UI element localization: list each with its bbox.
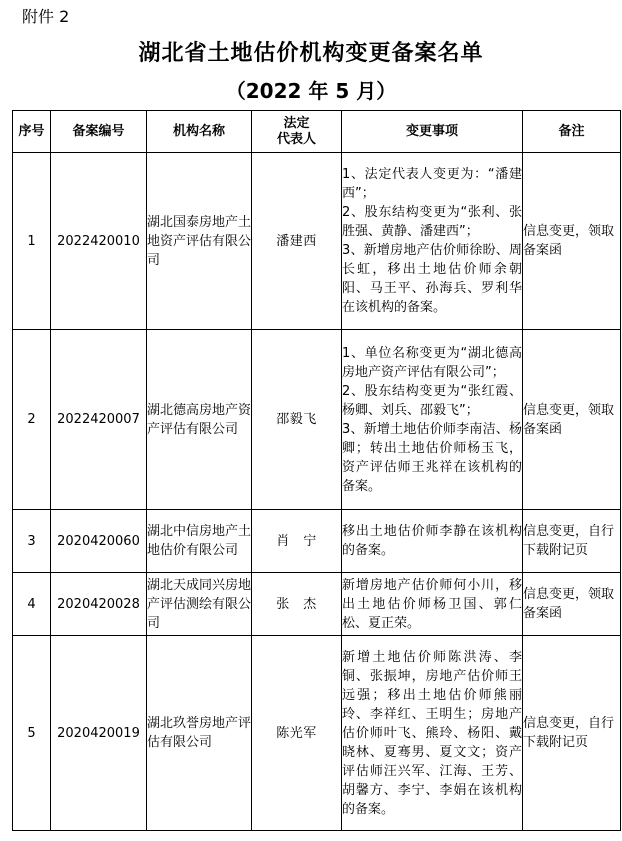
cell-seq: 3 — [13, 510, 51, 573]
cell-code: 2020420028 — [51, 573, 147, 636]
header-note: 备注 — [523, 111, 621, 153]
cell-rep: 邵毅飞 — [252, 330, 342, 510]
cell-code: 2020420060 — [51, 510, 147, 573]
cell-note: 信息变更，领取备案函 — [523, 573, 621, 636]
cell-changes — [342, 153, 523, 330]
cell-changes — [342, 510, 523, 573]
cell-note: 信息变更，自行下载附记页 — [523, 510, 621, 573]
change-item: 新增土地估价师陈洪涛、李铜、张振坤，房地产估价师王远强；移出土地估价师熊丽玲、李祥红、王明生；房地产估价师叶飞、熊玲、杨阳、戴晓林、夏骞男、夏文文；资产评估师汪兴军、江海、王芳、胡馨方、李宁、李娟在该机构的备案。 — [342, 649, 522, 817]
change-item: 新增房地产估价师何小川，移出土地估价师杨卫国、郭仁松、夏正荣。 — [342, 577, 522, 631]
header-seq: 序号 — [13, 111, 51, 153]
table-row — [13, 636, 621, 831]
cell-rep: 肖 宁 — [252, 510, 342, 573]
cell-note: 信息变更，自行下载附记页 — [523, 636, 621, 831]
change-item: 2、股东结构变更为“张利、张胜强、黄静、潘建西”； — [342, 205, 522, 239]
header-org: 机构名称 — [147, 111, 252, 153]
registration-change-table — [12, 110, 621, 831]
change-item: 3、新增土地估价师李南洁、杨卿；转出土地估价师杨玉飞，资产评估师王兆祥在该机构的备案。 — [342, 421, 522, 494]
cell-note: 信息变更，领取备案函 — [523, 153, 621, 330]
attachment-label: 附件 2 — [22, 7, 70, 26]
table-row — [13, 153, 621, 330]
cell-rep: 潘建西 — [252, 153, 342, 330]
cell-code: 2020420019 — [51, 636, 147, 831]
table-row — [13, 330, 621, 510]
cell-org: 湖北玖誉房地产评估有限公司 — [147, 636, 252, 831]
header-rep-line1: 法定 — [283, 115, 310, 131]
change-item: 2、股东结构变更为“张红霞、杨卿、刘兵、邵毅飞”； — [342, 383, 522, 418]
header-rep-line2: 代表人 — [276, 131, 316, 147]
cell-code: 2022420010 — [51, 153, 147, 330]
cell-changes — [342, 636, 523, 831]
change-item: 1、法定代表人变更为：“潘建西”； — [342, 167, 522, 201]
cell-org: 湖北中信房地产土地估价有限公司 — [147, 510, 252, 573]
cell-code: 2022420007 — [51, 330, 147, 510]
cell-changes — [342, 330, 523, 510]
document-title: 湖北省土地估价机构变更备案名单 — [138, 41, 484, 66]
table-header-row — [13, 111, 621, 153]
cell-seq: 1 — [13, 153, 51, 330]
header-code: 备案编号 — [51, 111, 147, 153]
cell-seq: 4 — [13, 573, 51, 636]
table-row — [13, 510, 621, 573]
change-item: 3、新增房地产估价师徐盼、周长虹，移出土地估价师余朝阳、马王平、孙海兵、罗利华在该机构的备案。 — [342, 243, 522, 315]
change-item: 1、单位名称变更为“湖北德高房地产资产评估有限公司”； — [342, 345, 522, 380]
cell-seq: 2 — [13, 330, 51, 510]
cell-note: 信息变更，领取备案函 — [523, 330, 621, 510]
cell-rep: 张 杰 — [252, 573, 342, 636]
cell-org: 湖北天成同兴房地产评估测绘有限公司 — [147, 573, 252, 636]
document-subtitle: （2022 年 5 月） — [225, 79, 397, 103]
cell-org: 湖北国泰房地产土地资产评估有限公司 — [147, 153, 252, 330]
header-rep — [252, 111, 342, 153]
cell-rep: 陈光军 — [252, 636, 342, 831]
change-item: 移出土地估价师李静在该机构的备案。 — [342, 524, 522, 558]
header-changes: 变更事项 — [342, 111, 523, 153]
cell-org: 湖北德高房地产资产评估有限公司 — [147, 330, 252, 510]
cell-seq: 5 — [13, 636, 51, 831]
table-row — [13, 573, 621, 636]
cell-changes — [342, 573, 523, 636]
